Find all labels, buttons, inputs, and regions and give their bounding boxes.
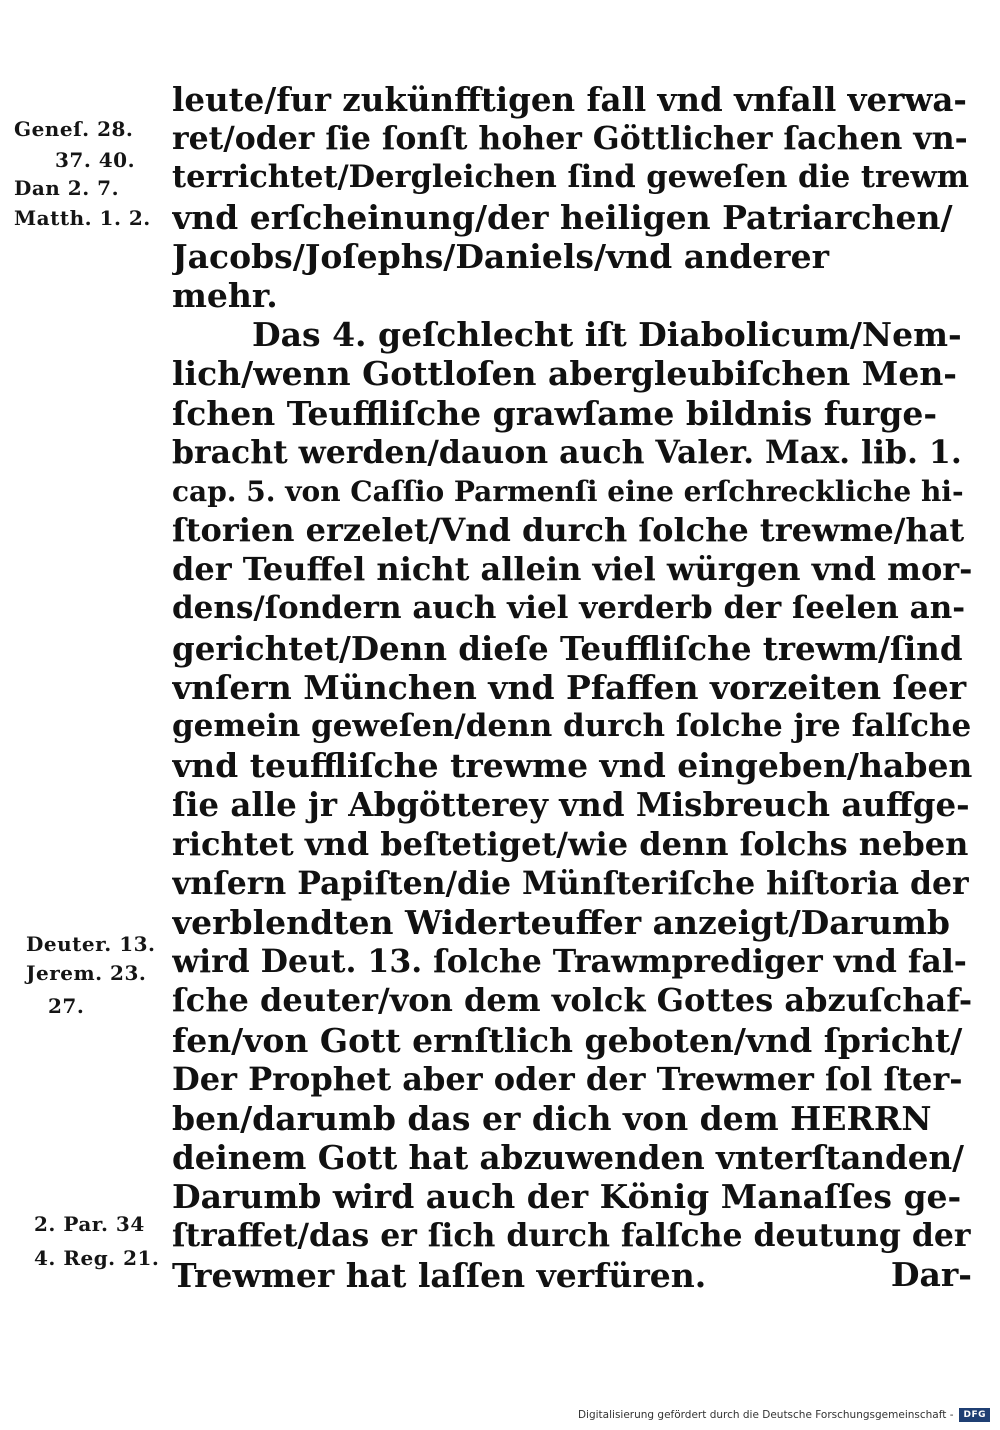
text-line: ſie alle jr Abgötterey vnd Misbreuch auffge- bbox=[172, 785, 970, 825]
text-line: wird Deut. 13. ſolche Trawmprediger vnd fal- bbox=[172, 943, 967, 981]
text-line: gemein geweſen/denn durch ſolche jre falſche bbox=[172, 708, 972, 744]
text-line: mehr. bbox=[172, 275, 278, 315]
text-line: ſchen Teuffliſche grawſame bildnis furge- bbox=[172, 393, 938, 433]
dfg-logo-icon: DFG bbox=[959, 1408, 990, 1422]
margin-note: Dan 2. 7. bbox=[14, 176, 120, 200]
text-line: der Teuffel nicht allein viel würgen vnd mor- bbox=[172, 550, 972, 589]
footer-credit-text: Digitalisierung gefördert durch die Deutsche Forschungsgemeinschaft - bbox=[577, 1409, 954, 1421]
digitization-footer bbox=[578, 1408, 990, 1422]
text-line: deinem Gott hat abzuwenden vnterſtanden/ bbox=[172, 1138, 964, 1178]
text-line: ſche deuter/von dem volck Gottes abzuſchaf- bbox=[172, 981, 972, 1020]
text-line: cap. 5. von Caſſio Parmenſi eine erſchreckliche hi- bbox=[172, 474, 964, 508]
margin-note: Jerem. 23. bbox=[26, 961, 147, 985]
text-line: terrichtet/Dergleichen ſind geweſen die trewm bbox=[172, 159, 970, 196]
margin-note: 27. bbox=[48, 994, 85, 1018]
text-line: richtet vnd beſtetiget/wie denn ſolchs neben bbox=[172, 824, 969, 863]
text-line: dens/ſondern auch viel verderb der ſeelen an- bbox=[172, 590, 966, 627]
text-line: Darumb wird auch der König Manaſſes ge- bbox=[172, 1177, 962, 1217]
margin-note: 37. 40. bbox=[55, 148, 136, 172]
text-line: Der Prophet aber oder der Trewmer ſol ſter- bbox=[172, 1059, 963, 1098]
text-line: Jacobs/Joſephs/Daniels/vnd anderer bbox=[172, 236, 829, 276]
text-line: ret/oder ſie ſonſt hoher Göttlicher ſachen vn- bbox=[172, 120, 968, 158]
text-line: vnſern München vnd Pfaffen vorzeiten ſeer bbox=[172, 667, 967, 707]
margin-note: 4. Reg. 21. bbox=[34, 1246, 160, 1270]
margin-note: Matth. 1. 2. bbox=[14, 206, 151, 230]
text-line: gerichtet/Denn dieſe Teuffliſche trewm/ſind bbox=[172, 628, 963, 668]
margin-note: 2. Par. 34 bbox=[34, 1212, 145, 1236]
margin-notes bbox=[0, 0, 175, 1430]
text-line: vnd teuffliſche trewme vnd eingeben/haben bbox=[172, 746, 972, 786]
body-text bbox=[172, 80, 972, 1295]
text-line: ſtraffet/das er ſich durch falſche deutung der bbox=[172, 1217, 971, 1255]
text-line: lich/wenn Gottloſen abergleubiſchen Men- bbox=[172, 354, 958, 394]
text-line: vnd erſcheinung/der heiligen Patriarchen/ bbox=[172, 197, 953, 237]
margin-note: Deuter. 13. bbox=[26, 932, 156, 956]
text-line: fen/von Gott ernſtlich geboten/vnd ſpricht/ bbox=[172, 1020, 963, 1060]
catchword: Dar- bbox=[890, 1255, 972, 1294]
margin-note: Geneſ. 28. bbox=[14, 117, 134, 141]
text-line: vnſern Papiſten/die Münſteriſche hiſtoria der bbox=[172, 864, 969, 902]
text-line: ſtorien erzelet/Vnd durch ſolche trewme/hat bbox=[172, 511, 965, 550]
paragraph-start-line: Das 4. geſchlecht iſt Diabolicum/Nem- bbox=[252, 315, 962, 355]
text-line: bracht werden/dauon auch Valer. Max. lib. 1. bbox=[172, 433, 962, 471]
text-line: leute/fur zukünfftigen fall vnd vnfall verwa- bbox=[172, 80, 967, 119]
text-line: verblendten Widerteuffer anzeigt/Darumb bbox=[172, 902, 950, 942]
text-line: Trewmer hat laſſen verfüren. bbox=[172, 1255, 707, 1295]
text-line: ben/darumb das er dich von dem HERRN bbox=[172, 1098, 932, 1138]
